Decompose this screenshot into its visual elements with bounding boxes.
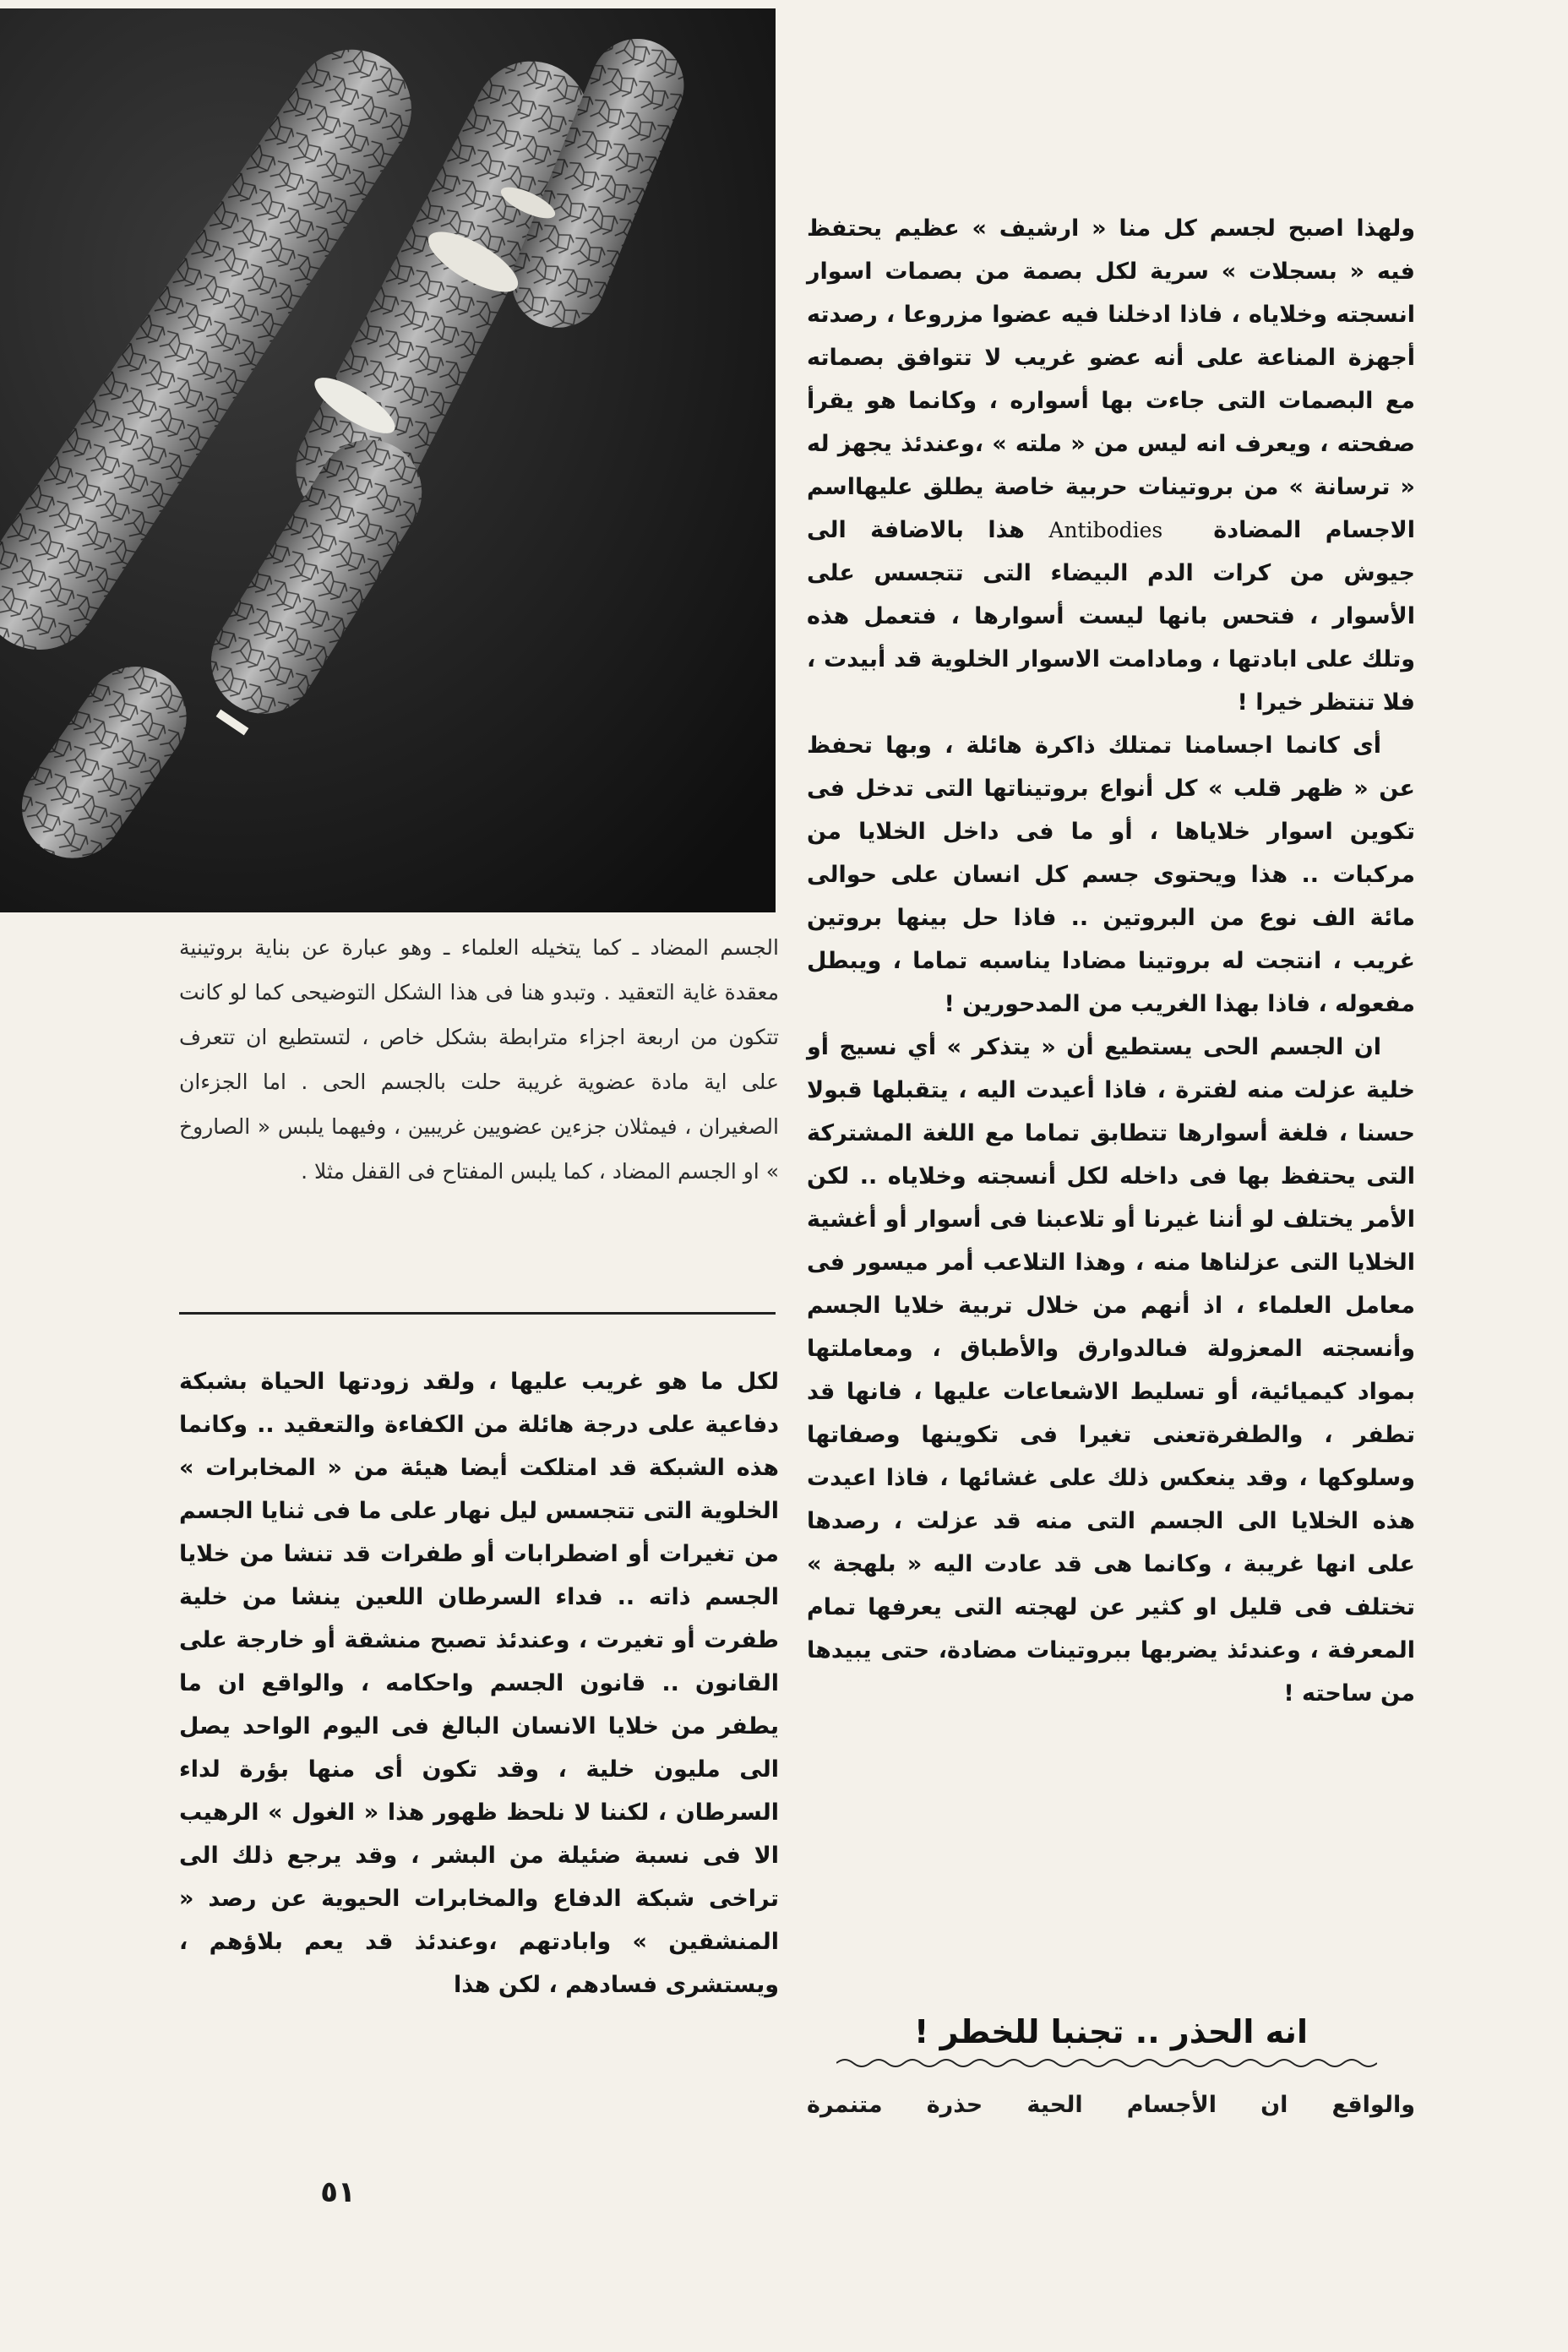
antibody-illustration-icon: [0, 8, 776, 912]
page-number: ٥١: [320, 2175, 356, 2209]
figure-caption: الجسم المضاد ـ كما يتخيله العلماء ـ وهو عبارة عن بناية بروتينية معقدة غاية التعقيد . وتبدو هنا فى هذا الشكل التوضيحى كما لو كانت تتكون من اربعة اجزاء مترابطة بشكل خاص ، لتستطيع ان تتعرف على اية مادة عضوية غريبة حلت بالجسم الحى . اما الجزءان الصغيران ، فيمثلان جزءين عضويين غريبين ، وفيهما يلبس « الصاروخ » او الجسم المضاد ، كما يلبس المفتاح فى القفل مثلا .: [179, 935, 779, 1184]
right-column: [807, 207, 1415, 1715]
right-paragraph-3: ان الجسم الحى يستطيع أن « يتذكر » أي نسيج أو خلية عزلت منه لفترة ، فاذا أعيدت اليه ، يتقبلها قبولا حسنا ، فلغة أسوارها تتطابق تماما مع اللغة المشتركة التى يحتفظ بها فى داخله لكل أنسجته وخلاياه .. لكن الأمر يختلف لو أننا غيرنا أو تلاعبنا فى أسوار أو أغشية الخلايا التى عزلناها منه ، وهذا التلاعب أمر ميسور فى معامل العلماء ، اذ أنهم من خلال تربية خلايا الجسم وأنسجته المعزولة فىالدوارق والأطباق ، ومعاملتها بمواد كيميائية، أو تسليط الاشعاعات عليها ، فانها قد تطفر ، والطفرةتعنى تغيرا فى تكوينها وصفاتها وسلوكها ، وقد ينعكس ذلك على غشائها ، فاذا اعيدت هذه الخلايا الى الجسم التى منه قد عزلت ، رصدها على انها غريبة ، وكانما هى قد عادت اليه « بلهجة » تختلف فى قليل او كثير عن لهجته التى يعرفها تمام المعرفة ، وعندئذ يضربها ببروتينات مضادة، حتى يبيدها من ساحته !: [807, 1034, 1415, 1707]
final-line: والواقع ان الأجسام الحية حذرة متنمرة: [807, 2092, 1415, 2118]
left-paragraph: لكل ما هو غريب عليها ، ولقد زودتها الحياة بشبكة دفاعية على درجة هائلة من الكفاءة والتعقيد .. وكانما هذه الشبكة قد امتلكت أيضا هيئة من « المخابرات » الخلوية التى تتجسس ليل نهار على ما فى ثنايا الجسم من تغيرات أو اضطرابات أو طفرات قد تنشا من خلايا الجسم ذاته .. فداء السرطان اللعين ينشا من خلية طفرت أو تغيرت ، وعندئذ تصبح منشقة أو خارجة على القانون .. قانون الجسم واحكامه ، والواقع ان ما يطفر من خلايا الانسان البالغ فى اليوم الواحد يصل الى مليون خلية ، وقد تكون أى منها بؤرة لداء السرطان ، لكننا لا نلحظ ظهور هذا « الغول » الرهيب الا فى نسبة ضئيلة من البشر ، وقد يرجع ذلك الى تراخى شبكة الدفاع والمخابرات الحيوية عن رصد « المنشقين » وابادتهم ،وعندئذ قد يعم بلاؤهم ، ويستشرى فسادهم ، لكن هذا: [179, 1369, 779, 1998]
wavy-underline: [836, 2056, 1377, 2070]
antibody-illustration: [0, 8, 776, 912]
right-paragraph-1-text: ولهذا اصبح لجسم كل منا « ارشيف » عظيم يحتفظ فيه « بسجلات » سرية لكل بصمة من بصمات اسوار انسجته وخلاياه ، فاذا ادخلنا فيه عضوا مزروعا ، رصدته أجهزة المناعة على أنه عضو غريب لا تتوافق بصماته مع البصمات التى جاءت بها أسواره ، وكانما هو يقرأ صفحته ، ويعرف انه ليس من « ملته » ،وعندئذ يجهز له « ترسانة » من بروتينات حربية خاصة يطلق عليهااسم الاجسام المضادة: [807, 215, 1416, 543]
antibodies-term: Antibodies: [1048, 518, 1163, 542]
right-paragraph-1: [807, 207, 1415, 724]
right-paragraph-2: أى كانما اجسامنا تمتلك ذاكرة هائلة ، وبها تحفظ عن « ظهر قلب » كل أنواع بروتيناتها التى تدخل فى تكوين اسوار خلاياها ، أو ما فى داخل الخلايا من مركبات .. هذا ويحتوى جسم كل انسان على حوالى مائة الف نوع من البروتين .. فاذا حل بينها بروتين غريب ، انتجت له بروتينا مضادا يناسبه تماما ، ويبطل مفعوله ، فاذا بهذا الغريب من المدحورين !: [807, 732, 1415, 1017]
section-heading: انه الحذر .. تجنبا للخطر !: [914, 2013, 1308, 2050]
right-paragraph-1-continued: هذا بالاضافة الى جيوش من كرات الدم البيضاء التى تتجسس على الأسوار ، فتحس بانها ليست أسوارها ، فتعمل هذه وتلك على ابادتها ، ومادامت الاسوار الخلوية قد أبيدت ، فلا تنتظر خيرا !: [807, 517, 1415, 716]
left-column: [179, 1360, 779, 2006]
caption-divider: [179, 1312, 776, 1315]
